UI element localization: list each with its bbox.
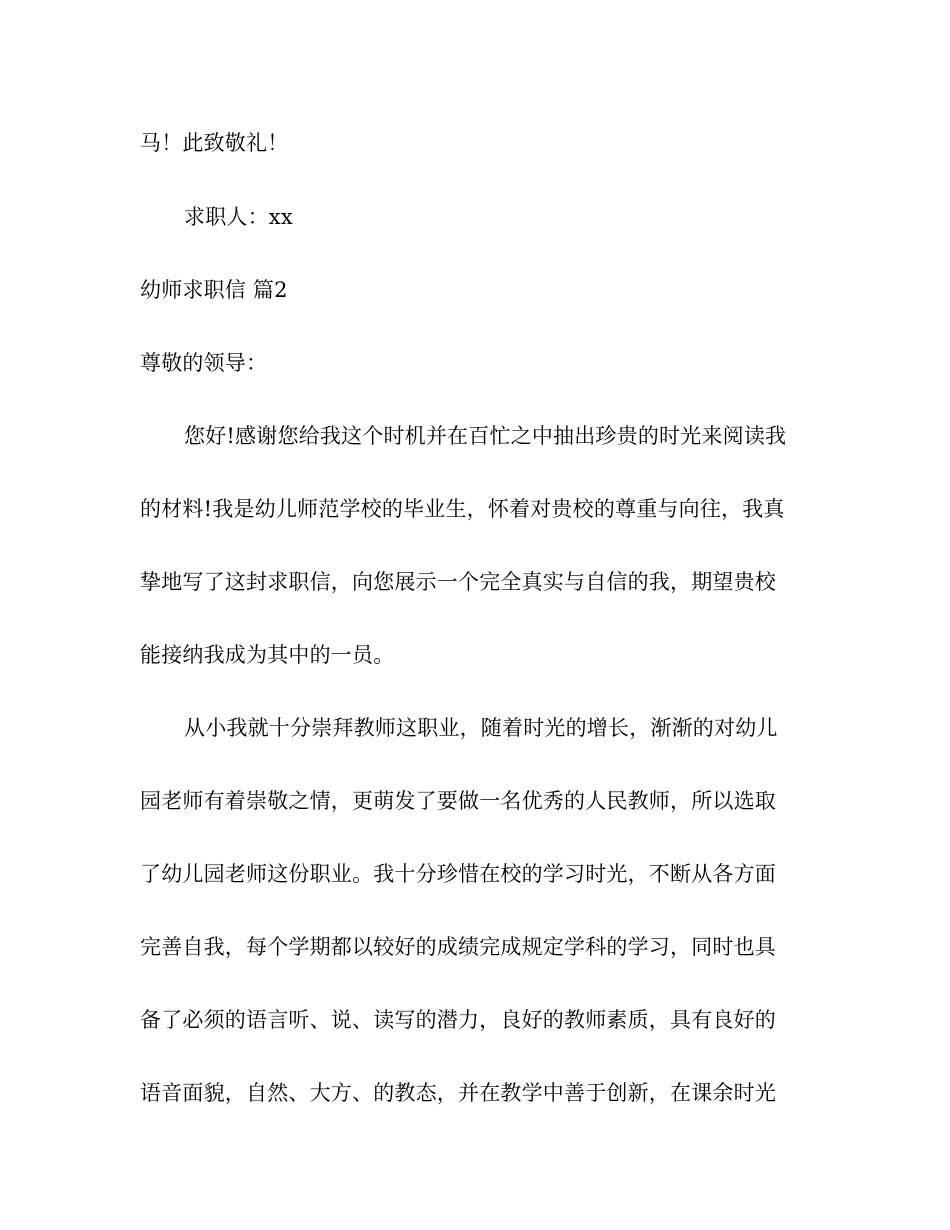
paragraph-line: 从小我就十分崇拜教师这职业，随着时光的增长，渐渐的对幼儿 [184,716,778,740]
greeting: 尊敬的领导： [140,351,268,375]
paragraph-line: 园老师有着崇敬之情，更萌发了要做一名优秀的人民教师，所以选取 [140,789,776,813]
applicant-signature: 求职人：xx [184,205,293,229]
paragraph-line: 完善自我，每个学期都以较好的成绩完成规定学科的学习，同时也具 [140,935,776,959]
paragraph-line: 备了必须的语言听、说、读写的潜力，良好的教师素质，具有良好的 [140,1008,776,1032]
paragraph-line: 能接纳我成为其中的一员。 [140,643,395,667]
paragraph-line: 语音面貌，自然、大方、的教态，并在教学中善于创新，在课余时光 [140,1081,776,1105]
section-heading: 幼师求职信 篇2 [140,278,288,302]
paragraph-line: 挚地写了这封求职信，向您展示一个完全真实与自信的我，期望贵校 [140,570,776,594]
closing-salutation: 马！此致敬礼！ [140,131,289,155]
paragraph-line: 了幼儿园老师这份职业。我十分珍惜在校的学习时光，不断从各方面 [140,862,776,886]
paragraph-line: 您好!感谢您给我这个时机并在百忙之中抽出珍贵的时光来阅读我 [184,424,787,448]
paragraph-line: 的材料!我是幼儿师范学校的毕业生，怀着对贵校的尊重与向往，我真 [140,497,785,521]
